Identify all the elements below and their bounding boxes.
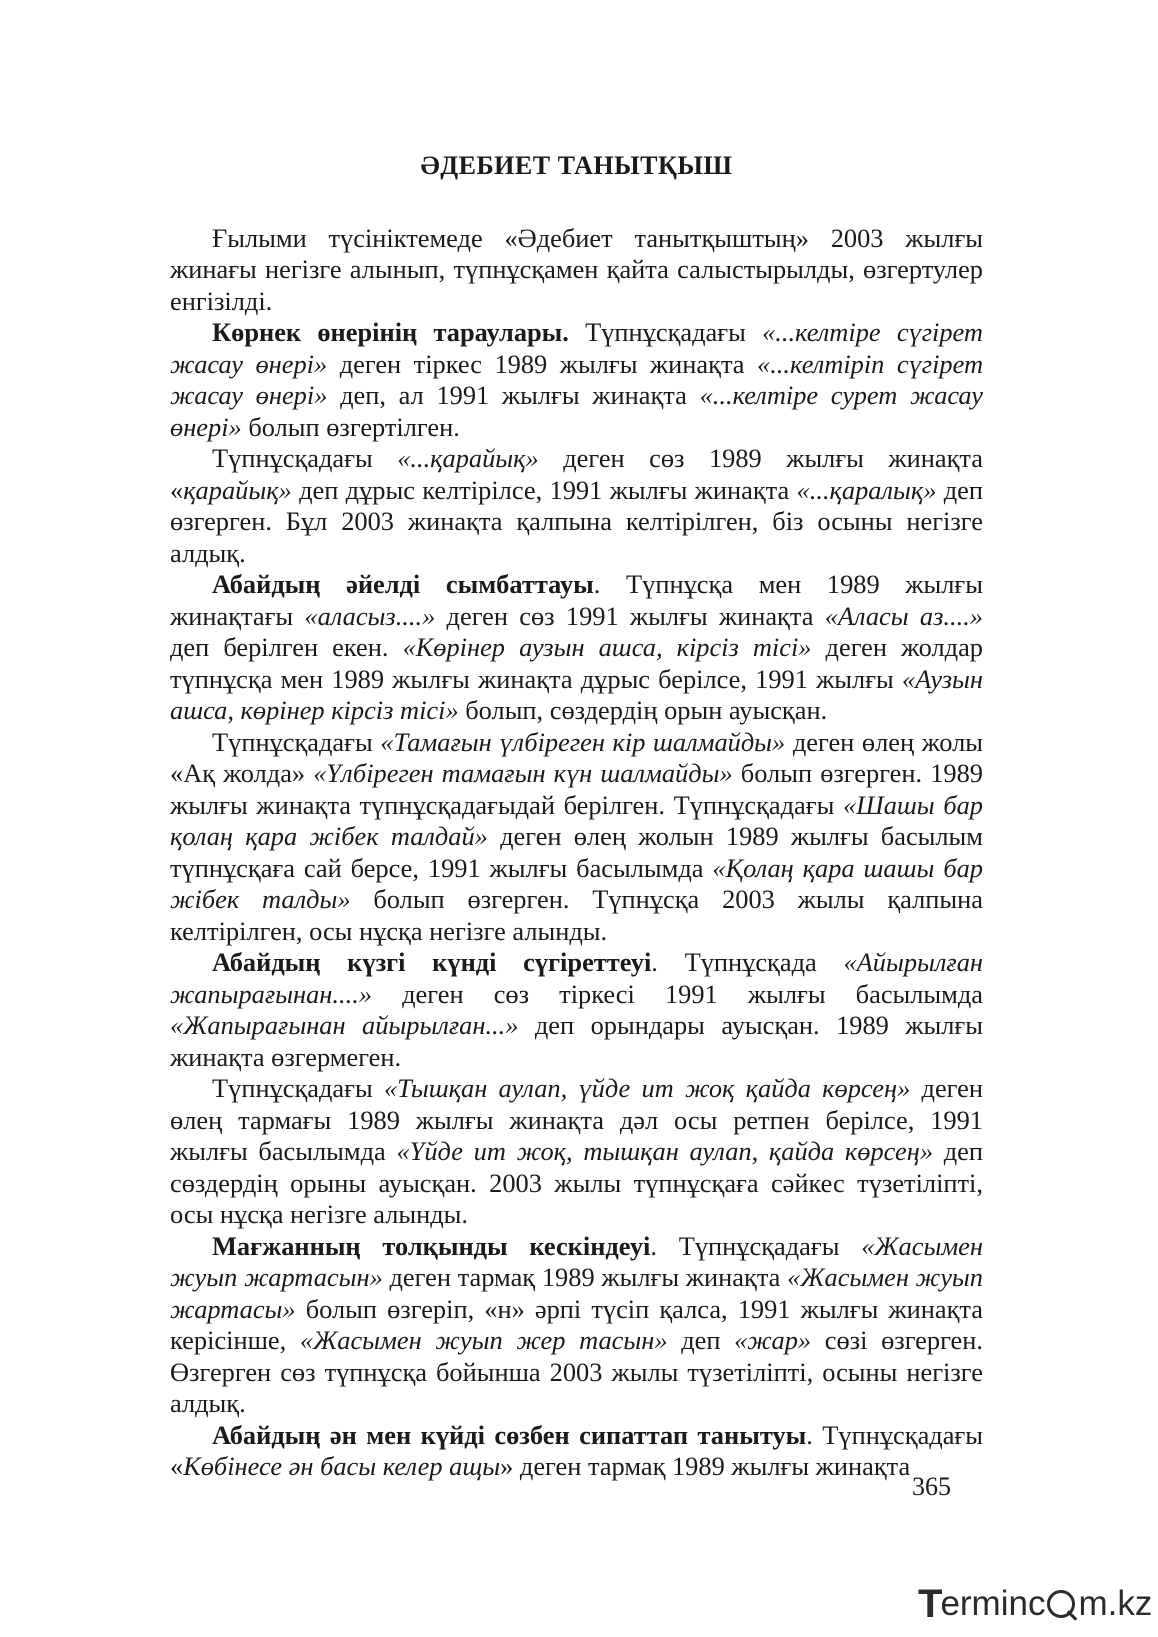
quote-text: «Жапырағынан айырылған...» [170,1010,519,1040]
quote-text: «Қолаң қара шашы бар жібек талды» [170,852,983,914]
section-heading: Мағжанның толқынды кескіндеуі [212,1230,651,1261]
quote-text: «Шашы бар қолаң қара жібек талдай» [170,789,983,851]
text-run: деп сөздердің орыны ауысқан. 2003 жылы түпнұсқаға сәйкес түзетіліпті, осы нұсқа негізге алынды. [170,1136,983,1229]
text-run: деп [667,1325,735,1355]
text-run: деген тармақ 1989 жылғы жинақта [382,1262,788,1292]
paragraph [170,1420,983,1483]
quote-text: «...келтіре сурет жасау өнері» [170,380,983,442]
text-run: » деген тармақ 1989 жылғы жинақта [500,1451,911,1481]
text-run: деген жолдар түпнұсқа мен 1989 жылғы жинақта дұрыс берілсе, 1991 жылғы [170,632,983,694]
section-heading: Абайдың ән мен күйді сөзбен сипаттап танытуы [212,1419,807,1450]
quote-text: «Үлбіреген тамағын күн шалмайды» [313,758,733,788]
text-run: . Түпнұсқадағы « [170,1419,983,1481]
text-run: болып өзгеріп, «н» әрпі түсіп қалса, 1991 жылғы жинақта керісінше, [170,1293,983,1355]
quote-text: «Жасымен жуып жартасын» [170,1230,983,1292]
text-run: болып өзгертілген. [241,411,460,442]
quote-text: Көбінесе ән басы келер ащы [183,1451,501,1481]
watermark-text-a: erminc [940,1584,1046,1623]
paragraph [170,569,983,727]
text-run: деп дұрыс келтірілсе, 1991 жылғы жинақта [291,474,797,505]
section-heading: Абайдың күзгі күнді сүгіреттеуі [212,947,652,977]
text-run: деген сөз тіркесі 1991 жылғы басылымда [372,978,983,1009]
paragraph [170,223,983,318]
text-run: деген сөз 1989 жылғы жинақта « [170,443,983,505]
paragraph [170,443,983,569]
quote-text: «...келтіріп сүгірет жасау өнері» [170,348,984,410]
text-run: . Түпнұсқа мен 1989 жылғы жинақтағы [170,569,983,631]
paragraph [170,1231,983,1420]
text-run: деген сөз 1991 жылғы жинақта [435,600,825,631]
text-run: . Түпнұсқада [651,947,844,977]
quote-text: қарайық» [183,474,292,505]
watermark-text-b: m.kz [1078,1584,1153,1623]
text-run: Түпнұсқадағы [212,726,381,757]
text-run: деп, ал 1991 жылғы жинақта [327,380,700,410]
paragraph [170,317,983,443]
quote-text: «Тамағын үлбіреген кір шалмайды» [380,726,786,757]
text-run: Түпнұсқадағы [568,317,763,347]
watermark-initial: T [918,1581,943,1626]
quote-text: «Жасымен жуып жер тасын» [299,1325,668,1355]
text-run: болып өзгерген. 1989 жылғы жинақта түпнұсқадағыдай берілген. Түпнұсқадағы [170,758,983,820]
page-title: ӘДЕБИЕТ ТАНЫТҚЫШ [420,151,733,180]
quote-text: «Жасымен жуып жартасы» [170,1262,983,1324]
quote-text: «жар» [734,1325,812,1355]
text-run: Түпнұсқадағы [212,1073,384,1103]
text-run: Түпнұсқадағы [212,443,398,473]
text-run: болып өзгерген. Түпнұсқа 2003 жылы қалпына келтірілген, осы нұсқа негізге алынды. [170,884,983,946]
watermark-logo [918,1582,1152,1626]
paragraph [170,727,983,948]
quote-text: «Көрінер аузын ашса, кірсіз тісі» [402,632,812,662]
quote-text: «...қарайық» [397,443,539,473]
text-body [170,223,983,1483]
text-run: деп берілген екен. [170,632,403,662]
text-run: Ғылыми түсініктемеде «Әдебиет танытқыштың» 2003 жылғы жинағы негізге алынып, түпнұсқамен қайта салыстырылды, өзгертулер енгізілді. [170,222,983,316]
quote-text: «...келтіре сүгірет жасау өнері» [170,317,983,379]
quote-text: «Үйде ит жоқ, тышқан аулап, қайда көрсең» [396,1136,934,1166]
paragraph [170,1073,983,1231]
quote-text: «аласыз....» [304,600,436,631]
text-run: . Түпнұсқадағы [650,1230,862,1261]
quote-text: «Аласы аз....» [824,600,983,631]
section-heading: Көрнек өнерінің тараулары. [212,317,569,347]
page-number: 365 [912,1472,951,1501]
text-run: деп орындары ауысқан. 1989 жылғы жинақта өзгермеген. [170,1010,983,1072]
quote-text: «Аузын ашса, көрінер кірсіз тісі» [170,663,983,725]
text-run: деген өлең жолын 1989 жылғы басылым түпнұсқаға сай берсе, 1991 жылғы басылымда [170,821,983,883]
text-run: деген өлең жолы «Ақ жолда» [170,726,983,788]
text-run: деген тіркес 1989 жылғы жинақта [327,348,758,379]
page-body [170,150,983,1483]
quote-text: «Тышқан аулап, үйде ит жоқ қайда көрсең» [383,1073,911,1103]
text-run: деп өзгерген. Бұл 2003 жинақта қалпына келтірілген, біз осыны негізге алдық. [170,474,983,568]
text-run: сөзі өзгерген. Өзгерген сөз түпнұсқа бойынша 2003 жылы түзетіліпті, осыны негізге алдық. [170,1325,983,1418]
text-run: деген өлең тармағы 1989 жылғы жинақта дәл осы ретпен берілсе, 1991 жылғы басылымда [170,1073,983,1166]
quote-text: «...қаралық» [796,474,937,505]
paragraph [170,947,983,1073]
text-run: болып, сөздердің орын ауысқан. [458,695,828,725]
magnifier-icon [1047,1590,1075,1618]
section-heading: Абайдың әйелді сымбаттауы [212,569,594,599]
quote-text: «Айырылған жапырағынан....» [170,947,983,1009]
